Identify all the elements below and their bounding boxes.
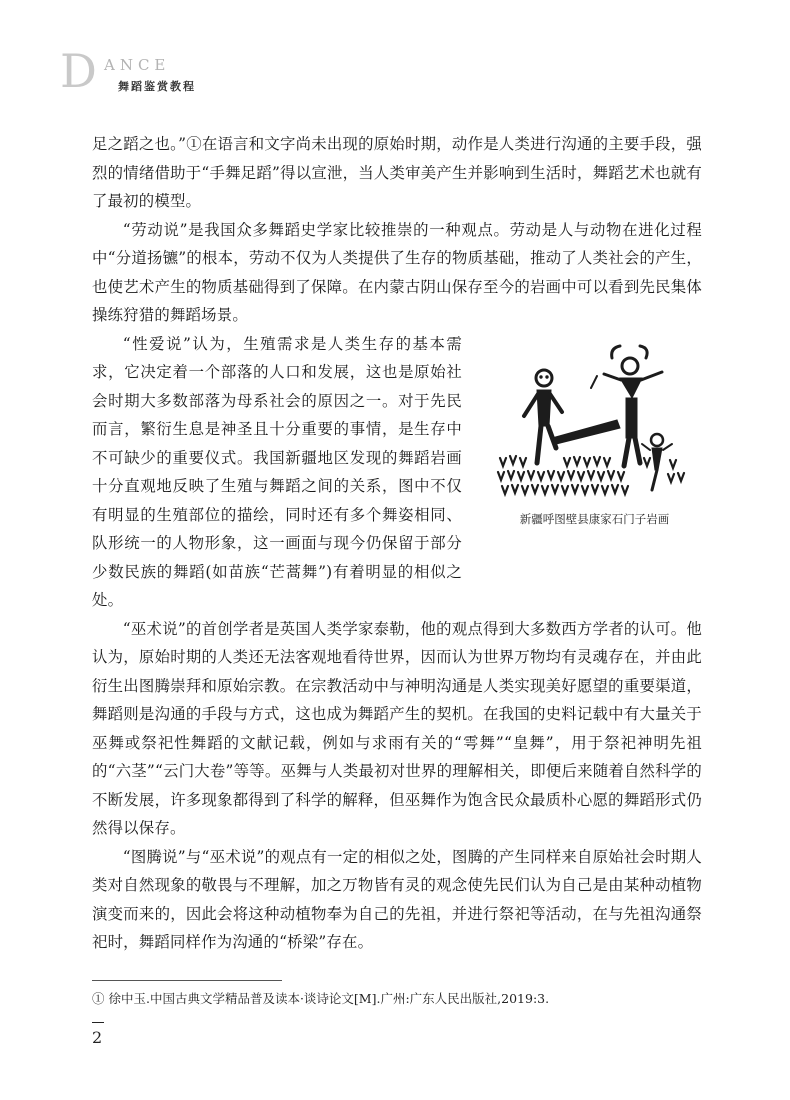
footnote-divider [92, 980, 282, 981]
page-number [92, 1022, 106, 1058]
running-header [60, 44, 260, 108]
paragraph-1: 足之蹈之也。”①在语言和文字尚未出现的原始时期，动作是人类进行沟通的主要手段，强烈的情绪借助于“手舞足蹈”得以宣泄，当人类审美产生并影响到生活时，舞蹈艺术也就有了最初的模型。 [92, 135, 702, 210]
paragraph-5: “图腾说”与“巫术说”的观点有一定的相似之处，图腾的产生同样来自原始社会时期人类对自然现象的敬畏与不理解，加之万物皆有灵的观念使先民们认为自己是由某种动植物演变而来的，因此会将这种动植物奉为自己的先祖，并进行祭祀等活动，在与先祖沟通祭祀时，舞蹈同样作为沟通的“桥梁”存在。 [92, 847, 702, 951]
page-number-bar [92, 1022, 104, 1023]
paragraph-4: “巫术说”的首创学者是英国人类学家泰勒，他的观点得到大多数西方学者的认可。他认为，原始时期的人类还无法客观地看待世界，因而认为世界万物均有灵魂存在，并由此衍生出图腾崇拜和原始宗教。在宗教活动中与神明沟通是人类实现美好愿望的重要渠道，舞蹈则是沟通的手段与方式，这也成为舞蹈产生的契机。在我国的史料记载中有大量关于巫舞或祭祀性舞蹈的文献记载，例如与求雨有关的“雩舞”“皇舞”，用于祭祀神明先祖的“六茎”“云门大卷”等等。巫舞与人类最初对世界的理解相关，即便后来随着自然科学的不断发展，许多现象都得到了科学的解释，但巫舞作为饱含民众最质朴心愿的舞蹈形式仍然得以保存。 [92, 619, 702, 837]
footnote: ① 徐中玉.中国古典文学精品普及读本·谈诗论文[M].广州:广东人民出版社,2019:3. [92, 991, 550, 1006]
paragraph-with-figure [92, 330, 702, 615]
paragraph-3: “性爱说”认为，生殖需求是人类生存的基本需求，它决定着一个部落的人口和发展，这也是原始社会时期大多数部落为母系社会的原因之一。对于先民而言，繁衍生息是神圣且十分重要的事情，是生存中不可缺少的重要仪式。我国新疆地区发现的舞蹈岩画十分直观地反映了生殖与舞蹈之间的关系，图中不仅有明显的生殖部位的描绘，同时还有多个舞姿相同、队形统一的人物形象，这一画面与现今仍保留于部分少数民族的舞蹈(如苗族“芒蒿舞”)有着明显的相似之处。 [92, 334, 462, 609]
page-number-text: 2 [92, 1028, 103, 1047]
book-title: 舞蹈鉴赏教程 [118, 80, 196, 93]
paragraph-2: “劳动说”是我国众多舞蹈史学家比较推崇的一种观点。劳动是人与动物在进化过程中“分道扬镳”的根本，劳动不仅为人类提供了生存的物质基础，推动了人类社会的产生，也使艺术产生的物质基础得到了保障。在内蒙古阴山保存至今的岩画中可以看到先民集体操练狩猎的舞蹈场景。 [92, 220, 702, 324]
figure-caption: 新疆呼图壁县康家石门子岩画 [519, 511, 670, 526]
dance-logo-text: ANCE [104, 56, 171, 74]
main-text [92, 130, 702, 957]
rock-art-figure [487, 338, 702, 527]
rock-art-image [492, 338, 692, 503]
dance-logo-initial: D [60, 44, 97, 98]
